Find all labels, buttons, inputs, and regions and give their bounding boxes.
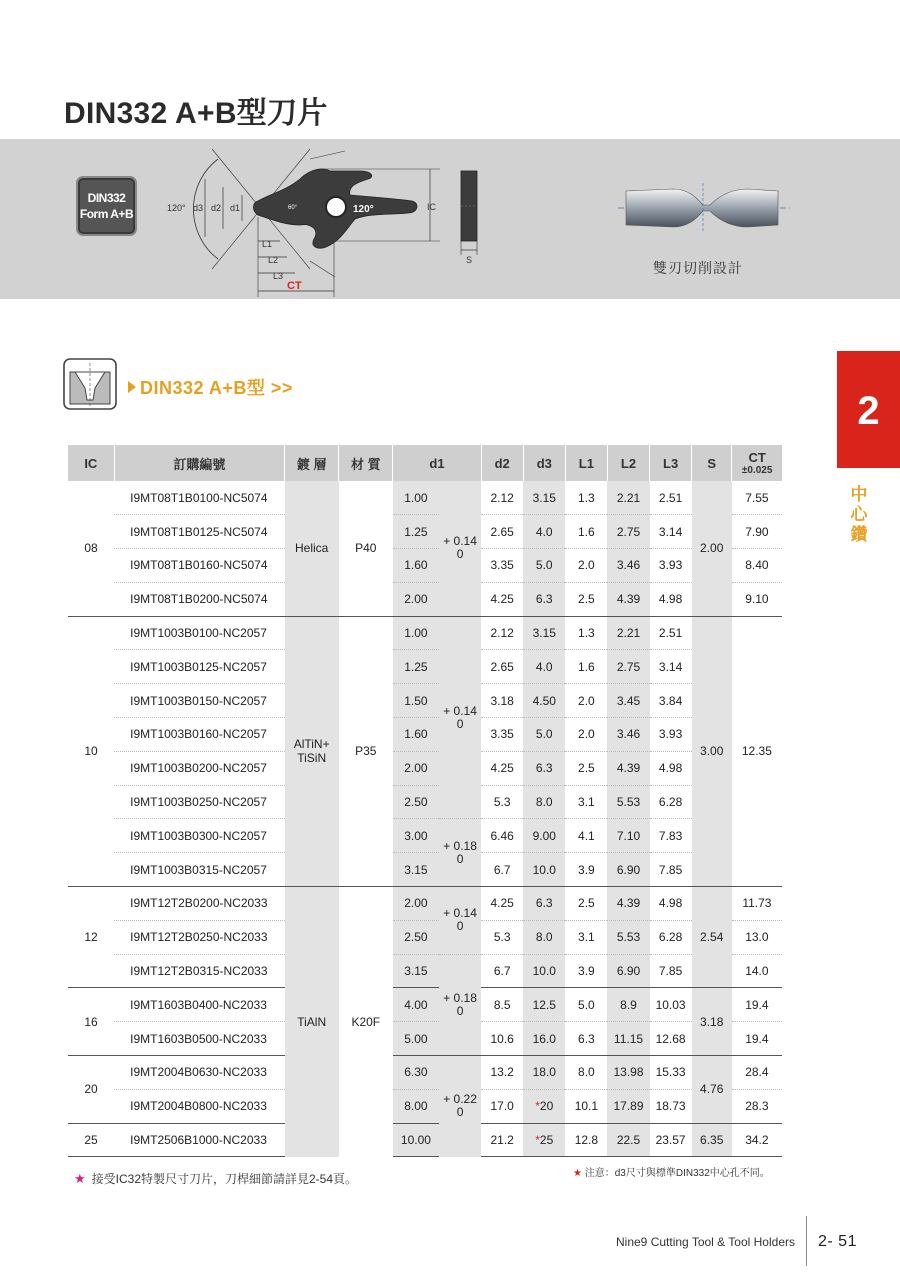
label-d1: d1 [230, 203, 241, 213]
l2-cell: 17.89 [607, 1089, 649, 1123]
d3-cell: 18.0 [523, 1056, 565, 1090]
ic-cell: 20 [68, 1056, 114, 1124]
d1-cell: 1.60 [393, 718, 439, 752]
d3-cell: 8.0 [523, 920, 565, 954]
tol-zero: 0 [456, 851, 464, 866]
d2-cell: 5.3 [481, 785, 523, 819]
l2-cell: 13.98 [607, 1056, 649, 1090]
l2-cell: 5.53 [607, 785, 649, 819]
table-row [68, 1089, 782, 1123]
coating-cell: Helica [285, 481, 339, 616]
l3-cell: 6.28 [650, 920, 692, 954]
l2-cell: 11.15 [607, 1022, 649, 1056]
ct-cell: 28.4 [732, 1056, 782, 1090]
tol-plus: + 0.18 [443, 838, 477, 853]
l2-cell: 2.75 [607, 650, 649, 684]
d3-cell: 8.0 [523, 785, 565, 819]
d2-cell: 3.18 [481, 684, 523, 718]
col-ct [732, 445, 782, 481]
d3-cell: 6.3 [523, 887, 565, 921]
table-row [68, 718, 782, 752]
order-code: I9MT1003B0250-NC2057 [114, 785, 284, 819]
l1-cell: 5.0 [565, 988, 607, 1022]
table-row [68, 515, 782, 549]
d2-cell: 6.7 [481, 853, 523, 887]
tol-zero: 0 [456, 1003, 464, 1018]
label-l1: L1 [262, 239, 273, 249]
d3-value: 25 [539, 1133, 554, 1148]
d2-cell: 4.25 [481, 582, 523, 616]
l3-cell: 7.83 [650, 819, 692, 853]
footnote-custom-size-text: 接受IC32特製尺寸刀片，刀桿細節請詳見2-54頁。 [91, 1172, 358, 1186]
red-star-icon: ★ [573, 1168, 582, 1179]
s-cell: 4.76 [692, 1056, 732, 1124]
l1-cell: 1.6 [565, 515, 607, 549]
l3-cell: 4.98 [650, 582, 692, 616]
d2-cell: 4.25 [481, 751, 523, 785]
d2-cell: 13.2 [481, 1056, 523, 1090]
order-code: I9MT2004B0800-NC2033 [114, 1089, 284, 1123]
d1-cell: 2.50 [393, 920, 439, 954]
d2-cell: 21.2 [481, 1123, 523, 1157]
d3-cell: 4.0 [523, 515, 565, 549]
d1-cell: 8.00 [393, 1089, 439, 1123]
order-code: I9MT12T2B0200-NC2033 [114, 887, 284, 921]
d2-cell: 8.5 [481, 988, 523, 1022]
l2-cell: 7.10 [607, 819, 649, 853]
col-l3: L3 [650, 445, 692, 481]
s-cell: 6.35 [692, 1123, 732, 1157]
page-number: 2- 51 [818, 1233, 857, 1250]
s-cell: 3.18 [692, 988, 732, 1056]
page-title: DIN332 A+B型刀片 [64, 97, 328, 130]
order-code: I9MT08T1B0125-NC5074 [114, 515, 284, 549]
l1-cell: 12.8 [565, 1123, 607, 1157]
tol-plus: + 0.14 [443, 703, 477, 718]
l1-cell: 6.3 [565, 1022, 607, 1056]
d3-cell: 10.0 [523, 954, 565, 988]
ct-cell: 11.73 [732, 887, 782, 921]
label-outer-angle: 120° [167, 203, 186, 213]
material-cell: P40 [355, 541, 377, 556]
ct-cell: 8.40 [732, 549, 782, 583]
col-d2: d2 [481, 445, 523, 481]
l1-cell: 1.6 [565, 650, 607, 684]
footnote-d3 [573, 1164, 770, 1179]
tool-photo [618, 183, 790, 233]
d1-cell: 1.25 [393, 650, 439, 684]
l1-cell: 2.5 [565, 887, 607, 921]
l3-cell: 2.51 [658, 490, 683, 505]
l1-cell: 8.0 [565, 1056, 607, 1090]
triangle-bullet-icon [128, 381, 136, 393]
section-title-text: DIN332 A+B型 [140, 378, 266, 398]
l2-cell: 3.46 [607, 549, 649, 583]
d1-cell: 1.60 [393, 549, 439, 583]
col-ct-tolerance: ±0.025 [741, 465, 773, 476]
d1-cell: 10.00 [393, 1123, 439, 1157]
col-l1: L1 [565, 445, 607, 481]
d1-cell: 2.00 [393, 887, 439, 921]
d2-cell: 3.35 [481, 549, 523, 583]
order-code: I9MT1003B0125-NC2057 [114, 650, 284, 684]
d3-cell: 3.15 [523, 481, 565, 515]
tol-zero: 0 [456, 919, 464, 934]
d1-cell: 3.15 [393, 853, 439, 887]
tol-plus: + 0.14 [443, 906, 477, 921]
spec-table [68, 445, 782, 1157]
d1-tolerance [439, 1056, 481, 1157]
l1-cell: 1.3 [565, 616, 607, 650]
material-cell: P35 [339, 616, 393, 886]
badge-line1: DIN332 [87, 191, 126, 205]
l3-cell: 15.33 [650, 1056, 692, 1090]
table-row [68, 988, 782, 1022]
l2-cell: 3.45 [607, 684, 649, 718]
form-badge [76, 176, 137, 236]
d1-cell: 1.25 [393, 515, 439, 549]
col-coating: 鍍 層 [285, 445, 339, 481]
ct-cell: 28.3 [732, 1089, 782, 1123]
order-code: I9MT12T2B0250-NC2033 [114, 920, 284, 954]
ic-cell: 08 [84, 541, 98, 556]
order-code: I9MT1003B0300-NC2057 [114, 819, 284, 853]
d3-cell: 5.0 [523, 549, 565, 583]
l3-cell: 7.85 [650, 954, 692, 988]
order-code: I9MT1003B0315-NC2057 [114, 853, 284, 887]
l1-cell: 3.9 [565, 954, 607, 988]
d3-note-star: * [535, 1099, 540, 1114]
footnote-d3-text: 注意：d3尺寸與標準DIN332中心孔不同。 [584, 1168, 770, 1179]
table-row [68, 616, 782, 650]
d3-cell: 6.3 [523, 582, 565, 616]
d1-cell: 1.00 [393, 481, 439, 515]
label-d2: d2 [211, 203, 222, 213]
ct-cell: 7.90 [732, 515, 782, 549]
table-row [68, 853, 782, 887]
d2-cell: 2.12 [490, 490, 514, 505]
label-side-angle: 120° [353, 204, 374, 215]
table-row [68, 954, 782, 988]
order-code: I9MT08T1B0200-NC5074 [114, 582, 284, 616]
tol-plus: + 0.14 [443, 534, 477, 549]
order-code: I9MT2004B0630-NC2033 [114, 1056, 284, 1090]
ct-cell: 14.0 [732, 954, 782, 988]
footnote-custom-size [74, 1170, 357, 1187]
order-code: I9MT1003B0100-NC2057 [114, 616, 284, 650]
l3-cell: 12.68 [650, 1022, 692, 1056]
ct-cell: 19.4 [732, 988, 782, 1022]
l2-cell: 6.90 [607, 954, 649, 988]
d1-tolerance [439, 887, 481, 955]
d2-cell: 2.12 [481, 616, 523, 650]
l1-cell: 2.5 [565, 582, 607, 616]
label-tip-angle: 60° [288, 205, 298, 211]
l1-cell: 4.1 [565, 819, 607, 853]
l1-cell: 1.3 [578, 490, 595, 505]
label-s: S [466, 255, 473, 265]
d1-cell: 6.30 [393, 1056, 439, 1090]
ct-cell: 9.10 [732, 582, 782, 616]
badge-line2: Form A+B [79, 207, 134, 221]
s-cell: 2.54 [692, 887, 732, 988]
d1-cell: 1.50 [393, 684, 439, 718]
l1-cell: 3.9 [565, 853, 607, 887]
d1-cell: 2.00 [393, 582, 439, 616]
table-row [68, 920, 782, 954]
coating-cell: TiAlN [285, 887, 339, 1157]
l3-cell: 7.85 [650, 853, 692, 887]
col-ct-label: CT [748, 450, 766, 465]
l2-cell: 2.21 [607, 481, 649, 515]
d1-cell: 1.00 [393, 616, 439, 650]
d3-cell: 4.50 [523, 684, 565, 718]
material-cell: K20F [339, 887, 393, 1157]
table-row [68, 684, 782, 718]
d1-cell: 2.00 [393, 751, 439, 785]
s-cell: 2.00 [692, 481, 732, 616]
d3-cell: 5.0 [523, 718, 565, 752]
table-row [68, 582, 782, 616]
d1-tolerance [439, 819, 481, 887]
col-d1: d1 [393, 445, 481, 481]
tol-zero: 0 [456, 547, 464, 562]
l3-cell: 3.14 [650, 515, 692, 549]
l2-cell: 22.5 [607, 1123, 649, 1157]
d2-cell: 2.65 [481, 650, 523, 684]
table-row [68, 1123, 782, 1157]
table-row [68, 785, 782, 819]
order-code: I9MT1603B0400-NC2033 [114, 988, 284, 1022]
table-row [68, 751, 782, 785]
order-code: I9MT2506B1000-NC2033 [114, 1123, 284, 1157]
d3-cell: 12.5 [523, 988, 565, 1022]
l3-cell: 4.98 [650, 887, 692, 921]
coating-cell: AlTiN+ TiSiN [285, 616, 339, 886]
ct-cell: 34.2 [732, 1123, 782, 1157]
d2-cell: 10.6 [481, 1022, 523, 1056]
order-code: I9MT1003B0150-NC2057 [114, 684, 284, 718]
d3-note-star: * [535, 1133, 540, 1148]
table-row [68, 819, 782, 853]
insert-dimension-diagram [150, 139, 490, 299]
l1-cell: 2.0 [565, 549, 607, 583]
l2-cell: 5.53 [607, 920, 649, 954]
l3-cell: 6.28 [650, 785, 692, 819]
d2-cell: 6.7 [481, 954, 523, 988]
d1-cell: 4.00 [393, 988, 439, 1022]
star-icon: ★ [74, 1171, 86, 1186]
d1-cell: 5.00 [393, 1022, 439, 1056]
l2-cell: 2.21 [607, 616, 649, 650]
table-row [68, 887, 782, 921]
order-code: I9MT1003B0160-NC2057 [114, 718, 284, 752]
insert-hole [326, 197, 346, 217]
l3-cell: 2.51 [650, 616, 692, 650]
ct-cell: 13.0 [732, 920, 782, 954]
ic-cell: 10 [68, 616, 114, 886]
d2-cell: 2.65 [481, 515, 523, 549]
ic-cell: 25 [68, 1123, 114, 1157]
label-ic: IC [427, 202, 436, 212]
d3-cell: 10.0 [523, 853, 565, 887]
d3-cell: 16.0 [523, 1022, 565, 1056]
d2-cell: 17.0 [481, 1089, 523, 1123]
l1-cell: 2.0 [565, 718, 607, 752]
tol-zero: 0 [456, 716, 464, 731]
footer-divider [806, 1216, 807, 1266]
table-row [68, 549, 782, 583]
d1-cell: 3.00 [393, 819, 439, 853]
label-l2: L2 [268, 255, 279, 265]
footer-brand: Nine9 Cutting Tool & Tool Holders [616, 1235, 795, 1249]
section-arrow: >> [270, 378, 293, 398]
order-code: I9MT1003B0200-NC2057 [114, 751, 284, 785]
l2-cell: 6.90 [607, 853, 649, 887]
col-l2: L2 [607, 445, 649, 481]
d2-cell: 6.46 [481, 819, 523, 853]
l2-cell: 8.9 [607, 988, 649, 1022]
ic-cell: 16 [68, 988, 114, 1056]
d2-cell: 4.25 [481, 887, 523, 921]
d3-cell [523, 1089, 565, 1123]
d1-cell: 2.50 [393, 785, 439, 819]
l3-cell: 3.84 [650, 684, 692, 718]
d3-cell [523, 1123, 565, 1157]
col-ic: IC [68, 445, 114, 481]
d3-cell: 3.15 [523, 616, 565, 650]
l1-cell: 2.0 [565, 684, 607, 718]
l3-cell: 3.93 [650, 549, 692, 583]
order-code: I9MT12T2B0315-NC2033 [114, 954, 284, 988]
l2-cell: 4.39 [607, 887, 649, 921]
order-code: I9MT08T1B0100-NC5074 [130, 490, 268, 505]
l3-cell: 23.57 [650, 1123, 692, 1157]
tol-zero: 0 [456, 1105, 464, 1120]
d1-tolerance [439, 954, 481, 1055]
l1-cell: 3.1 [565, 785, 607, 819]
l3-cell: 10.03 [650, 988, 692, 1022]
l2-cell: 2.75 [607, 515, 649, 549]
tol-plus: + 0.22 [443, 1092, 477, 1107]
tol-plus: + 0.18 [443, 990, 477, 1005]
l3-cell: 3.93 [650, 718, 692, 752]
ct-cell: 12.35 [732, 616, 782, 886]
chapter-tab: 2 [837, 351, 900, 468]
section-title [128, 374, 293, 400]
label-ct: CT [287, 280, 302, 292]
chapter-label: 中心鑽 [850, 485, 868, 544]
label-l3: L3 [273, 271, 284, 281]
l1-cell: 2.5 [565, 751, 607, 785]
l2-cell: 4.39 [607, 751, 649, 785]
table-header [68, 445, 782, 481]
d1-tolerance [439, 616, 481, 819]
order-code: I9MT08T1B0160-NC5074 [114, 549, 284, 583]
ct-cell: 19.4 [732, 1022, 782, 1056]
d1-cell: 3.15 [393, 954, 439, 988]
d2-cell: 3.35 [481, 718, 523, 752]
d3-value: 20 [539, 1099, 554, 1114]
ic-cell: 12 [68, 887, 114, 988]
l1-cell: 10.1 [565, 1089, 607, 1123]
col-code: 訂購編號 [114, 445, 284, 481]
table-row [68, 650, 782, 684]
l1-cell: 3.1 [565, 920, 607, 954]
order-code: I9MT1603B0500-NC2033 [114, 1022, 284, 1056]
d3-cell: 6.3 [523, 751, 565, 785]
d3-cell: 4.0 [523, 650, 565, 684]
l3-cell: 3.14 [650, 650, 692, 684]
d3-cell: 9.00 [523, 819, 565, 853]
l3-cell: 4.98 [650, 751, 692, 785]
l2-cell: 4.39 [607, 582, 649, 616]
banner-caption: 雙刃切削設計 [653, 260, 743, 276]
col-s: S [692, 445, 732, 481]
s-cell: 3.00 [692, 616, 732, 886]
table-row [68, 481, 782, 515]
center-drill-icon [63, 358, 117, 410]
ct-cell: 7.55 [745, 490, 769, 505]
d2-cell: 5.3 [481, 920, 523, 954]
l3-cell: 18.73 [650, 1089, 692, 1123]
label-d3: d3 [193, 203, 204, 213]
col-d3: d3 [523, 445, 565, 481]
table-row [68, 1056, 782, 1090]
d1-tolerance [439, 481, 481, 616]
table-row [68, 1022, 782, 1056]
col-material: 材 質 [339, 445, 393, 481]
l2-cell: 3.46 [607, 718, 649, 752]
